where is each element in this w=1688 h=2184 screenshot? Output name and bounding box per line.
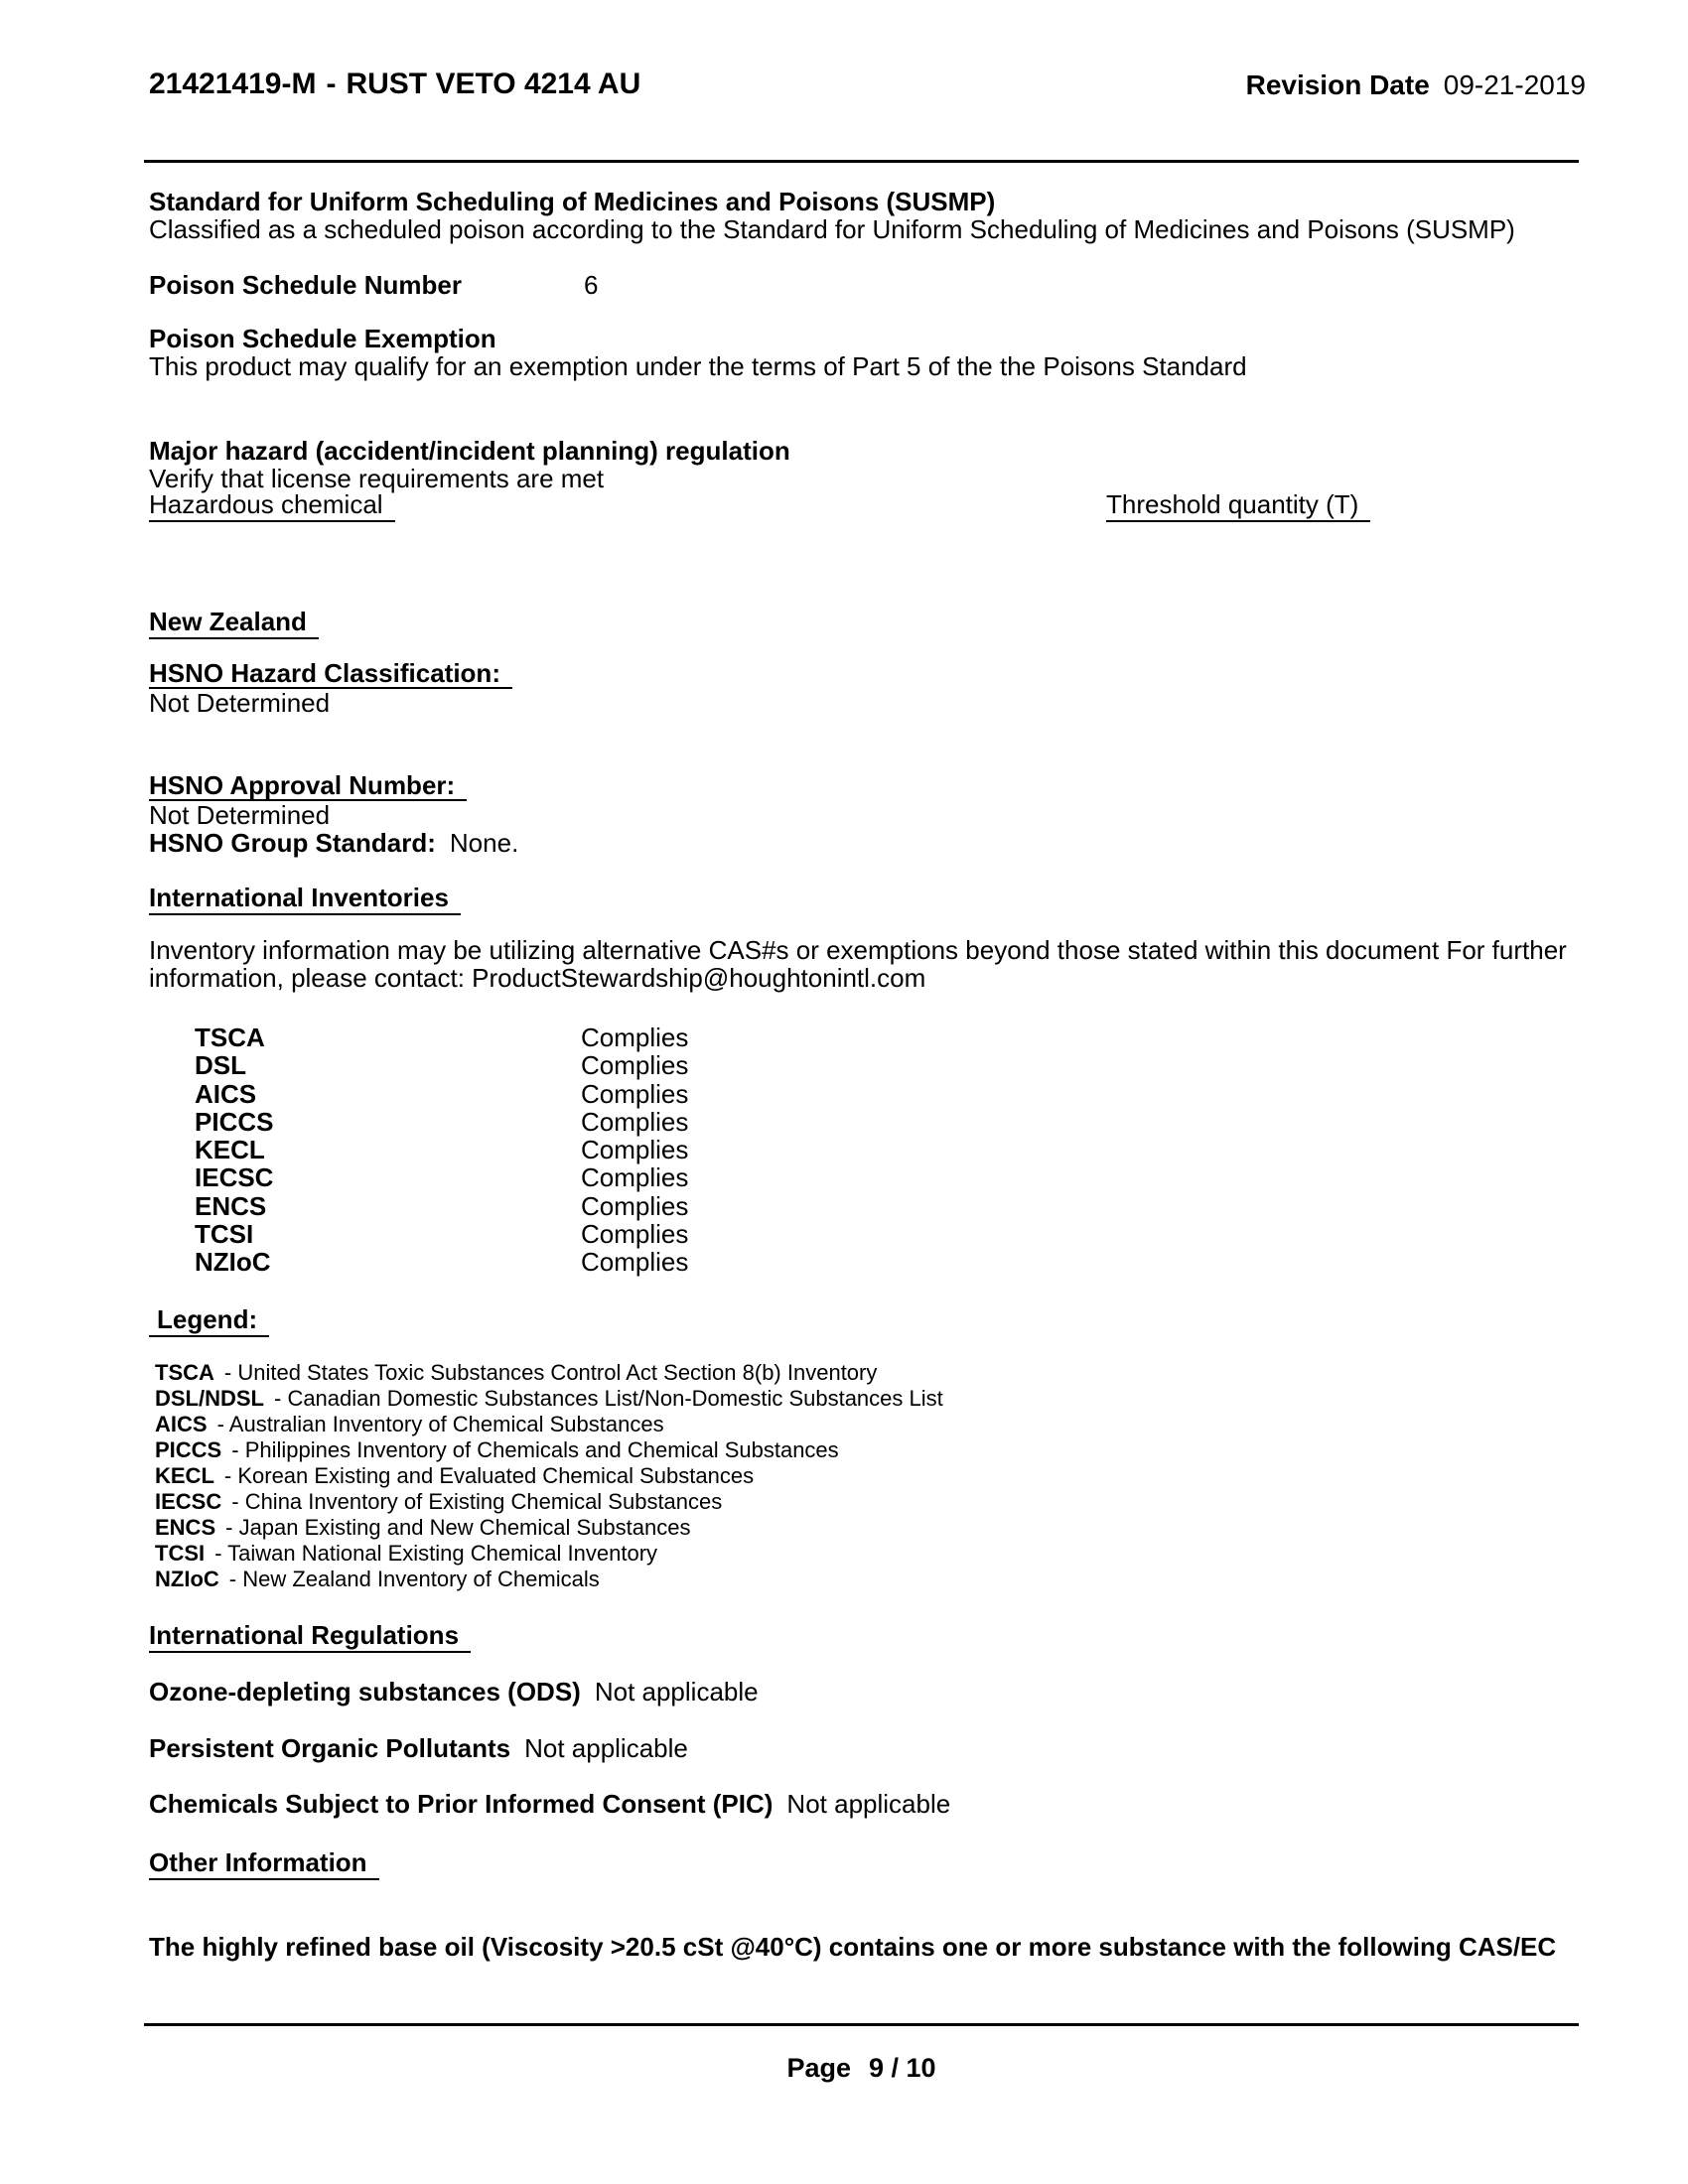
- inventory-note-line1: Inventory information may be utilizing alternative CAS#s or exemptions beyond those stated within this document For further: [149, 935, 1567, 965]
- poison-schedule-exemption-description: This product may qualify for an exemption under the terms of Part 5 of the the Poisons Standard: [149, 351, 1247, 381]
- legend-abbr: PICCS: [155, 1437, 222, 1462]
- hsno-approval-section: [149, 771, 518, 857]
- legend-abbr: NZIoC: [155, 1567, 219, 1591]
- inventory-note: [149, 936, 1567, 992]
- hsno-approval-value: Not Determined: [149, 800, 331, 830]
- international-regulations-heading: [149, 1620, 471, 1653]
- other-information-heading: [149, 1847, 379, 1880]
- page-header-left: [149, 68, 640, 101]
- legend-desc: - China Inventory of Existing Chemical Substances: [231, 1489, 723, 1514]
- page-label: Page: [786, 2053, 851, 2083]
- legend-desc: - Philippines Inventory of Chemicals and Chemical Substances: [231, 1437, 839, 1462]
- poison-schedule-exemption-heading: Poison Schedule Exemption: [149, 324, 496, 353]
- international-inventories-heading: [149, 883, 461, 915]
- hsno-classification-value: Not Determined: [149, 688, 331, 718]
- hsno-group-standard-value: None.: [449, 828, 519, 858]
- regulation-value: Not applicable: [594, 1677, 759, 1706]
- inventory-row: [195, 1220, 688, 1248]
- legend-heading: [149, 1304, 269, 1337]
- regulation-row-ods: [149, 1677, 759, 1707]
- inventory-row: [195, 1080, 688, 1108]
- inventory-status: Complies: [581, 1023, 689, 1052]
- poison-schedule-number-label: Poison Schedule Number: [149, 270, 462, 300]
- inventory-row: [195, 1024, 688, 1051]
- inventory-name: AICS: [195, 1078, 257, 1109]
- footer-rule: [144, 2023, 1579, 2026]
- inventory-table: [195, 1024, 688, 1277]
- legend-abbr: KECL: [155, 1463, 214, 1488]
- inventory-name: ENCS: [195, 1190, 267, 1221]
- inventory-row: [195, 1108, 688, 1136]
- legend-desc: - Taiwan National Existing Chemical Inventory: [214, 1541, 658, 1566]
- legend-abbr: ENCS: [155, 1515, 216, 1540]
- legend-desc: - Australian Inventory of Chemical Substances: [216, 1412, 664, 1436]
- legend-item: [155, 1489, 943, 1515]
- hazardous-chemical-label: Hazardous chemical: [149, 489, 395, 522]
- threshold-quantity-column-header: [1106, 489, 1370, 522]
- regulation-label: Persistent Organic Pollutants: [149, 1733, 511, 1763]
- major-hazard-heading: Major hazard (accident/incident planning) regulation: [149, 436, 790, 466]
- poison-schedule-exemption-section: [149, 325, 1247, 380]
- inventory-status: Complies: [581, 1135, 689, 1165]
- inventory-name: NZIoC: [195, 1247, 271, 1278]
- inventory-name: DSL: [195, 1050, 246, 1081]
- inventory-row: [195, 1136, 688, 1163]
- legend-abbr: AICS: [155, 1412, 208, 1436]
- legend-item: [155, 1412, 943, 1437]
- inventory-status: Complies: [581, 1078, 689, 1109]
- inventory-status: Complies: [581, 1050, 689, 1081]
- legend-list: [155, 1360, 943, 1592]
- inventory-row: [195, 1163, 688, 1191]
- hsno-classification-label: HSNO Hazard Classification:: [149, 659, 512, 689]
- hazardous-chemical-column-header: [149, 489, 395, 522]
- inventory-status: Complies: [581, 1219, 689, 1250]
- legend-abbr: TCSI: [155, 1541, 206, 1566]
- inventory-row: [195, 1051, 688, 1079]
- revision-date-label: Revision Date: [1245, 69, 1430, 100]
- regulation-label: Ozone-depleting substances (ODS): [149, 1677, 581, 1706]
- hsno-group-standard-label: HSNO Group Standard:: [149, 828, 436, 858]
- legend-item: [155, 1541, 943, 1567]
- product-name: RUST VETO 4214 AU: [346, 68, 641, 100]
- inventory-name: TSCA: [195, 1023, 265, 1052]
- inventory-row: [195, 1248, 688, 1276]
- legend-abbr: TSCA: [155, 1360, 214, 1385]
- inventory-status: Complies: [581, 1162, 689, 1193]
- susmp-heading: Standard for Uniform Scheduling of Medicines and Poisons (SUSMP): [149, 187, 996, 216]
- hsno-approval-label: HSNO Approval Number:: [149, 771, 467, 801]
- susmp-description: Classified as a scheduled poison according to the Standard for Uniform Scheduling of Medicines and Poisons (SUSMP): [149, 214, 1515, 244]
- legend-abbr: IECSC: [155, 1489, 222, 1514]
- legend-abbr: DSL/NDSL: [155, 1386, 264, 1411]
- inventory-row: [195, 1192, 688, 1220]
- legend-desc: - New Zealand Inventory of Chemicals: [228, 1567, 600, 1591]
- header-rule: [144, 160, 1579, 163]
- legend-item: [155, 1567, 943, 1592]
- legend-desc: - Japan Existing and New Chemical Substances: [225, 1515, 691, 1540]
- license-requirements-note: Verify that license requirements are met: [149, 464, 605, 493]
- page-footer: [144, 2053, 1579, 2084]
- poison-schedule-number-row: [149, 270, 1579, 301]
- inventory-name: KECL: [195, 1135, 265, 1165]
- other-information-heading-text: Other Information: [149, 1847, 379, 1880]
- revision-date-value: 09-21-2019: [1443, 69, 1586, 100]
- susmp-section: [149, 188, 1515, 243]
- legend-item: [155, 1360, 943, 1386]
- international-regulations-heading-text: International Regulations: [149, 1620, 471, 1653]
- regulation-value: Not applicable: [786, 1789, 951, 1819]
- page-header-right: [1246, 69, 1586, 101]
- inventory-name: IECSC: [195, 1162, 274, 1193]
- inventory-status: Complies: [581, 1190, 689, 1221]
- base-oil-note: The highly refined base oil (Viscosity >20.5 cSt @40°C) contains one or more substance with the following CAS/EC: [149, 1932, 1557, 1962]
- legend-desc: - Korean Existing and Evaluated Chemical Substances: [223, 1463, 755, 1488]
- regulation-row-pic: [149, 1789, 950, 1820]
- hsno-classification-section: [149, 659, 512, 717]
- legend-desc: - Canadian Domestic Substances List/Non-Domestic Substances List: [274, 1386, 943, 1411]
- inventory-name: TCSI: [195, 1219, 254, 1250]
- regulation-row-pop: [149, 1733, 688, 1764]
- poison-schedule-number-value: 6: [584, 270, 599, 300]
- threshold-quantity-label: Threshold quantity (T): [1106, 489, 1370, 522]
- legend-heading-text: Legend:: [149, 1304, 269, 1337]
- document-number: 21421419-M: [149, 68, 317, 100]
- new-zealand-heading-text: New Zealand: [149, 607, 319, 639]
- regulation-label: Chemicals Subject to Prior Informed Consent (PIC): [149, 1789, 774, 1819]
- page-number: 9 / 10: [868, 2053, 936, 2083]
- inventory-status: Complies: [581, 1247, 689, 1278]
- legend-item: [155, 1463, 943, 1489]
- regulation-value: Not applicable: [524, 1733, 688, 1763]
- inventory-note-line2: information, please contact: ProductStewardship@houghtonintl.com: [149, 963, 926, 993]
- header-separator: -: [326, 68, 337, 100]
- legend-desc: - United States Toxic Substances Control Act Section 8(b) Inventory: [223, 1360, 878, 1385]
- inventory-name: PICCS: [195, 1106, 274, 1137]
- legend-item: [155, 1437, 943, 1463]
- legend-item: [155, 1515, 943, 1541]
- inventory-status: Complies: [581, 1106, 689, 1137]
- new-zealand-heading: [149, 607, 319, 639]
- international-inventories-heading-text: International Inventories: [149, 883, 461, 915]
- legend-item: [155, 1386, 943, 1412]
